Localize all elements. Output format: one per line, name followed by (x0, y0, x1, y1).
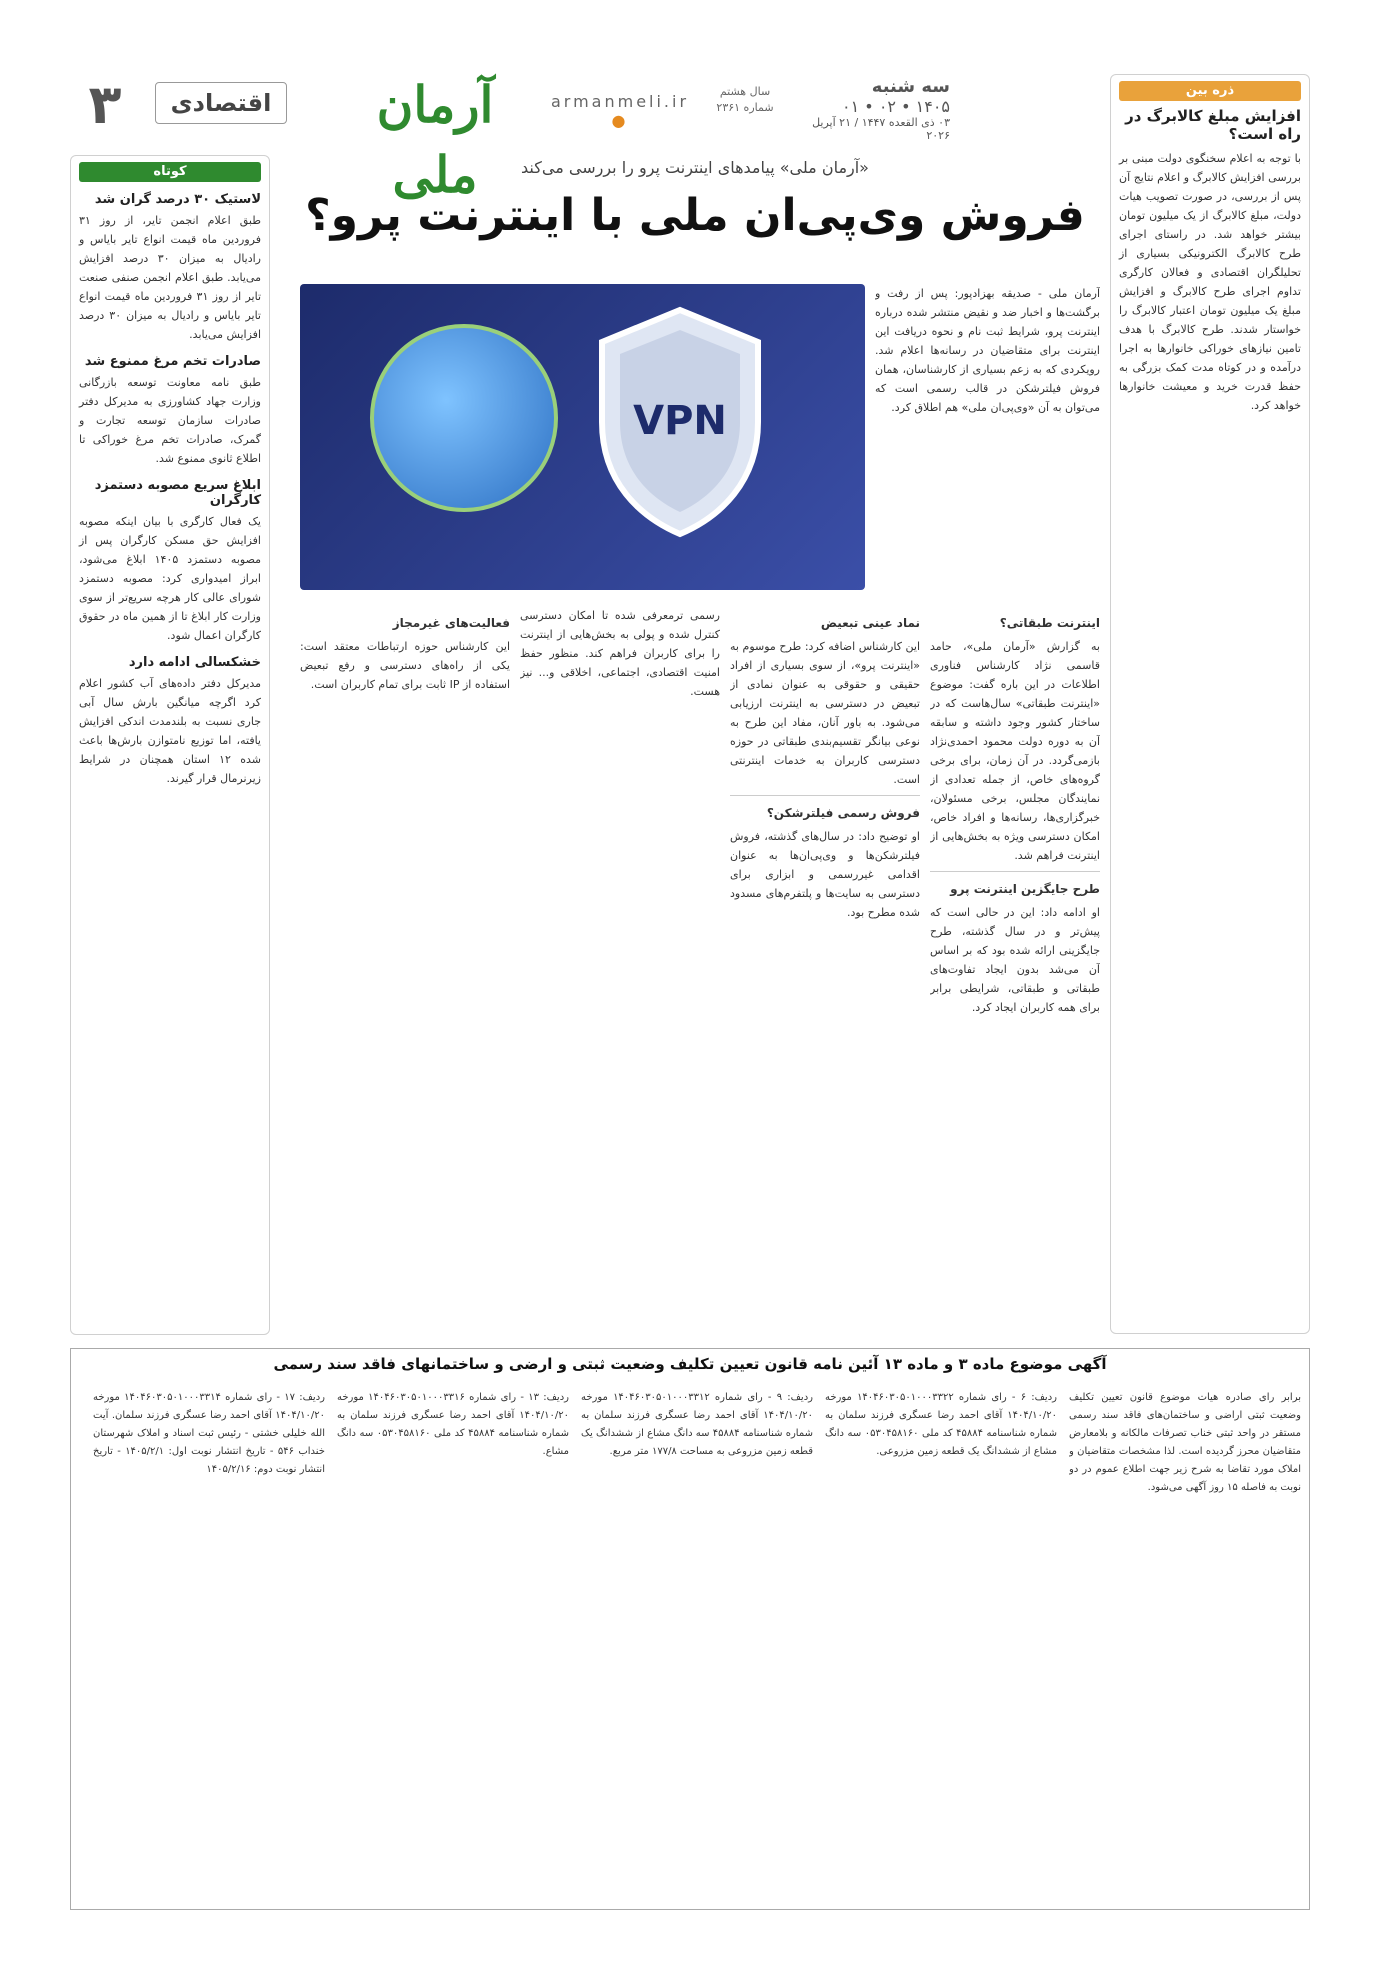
section-body: او توضیح داد: در سال‌های گذشته، فروش فیلترشکن‌ها و وی‌پی‌ان‌ها به عنوان اقدامی غیررسمی و ابزاری برای دسترسی به سایت‌ها و پلتفرم‌های مسدود شده مطرح بود. (730, 830, 920, 919)
dot-icon: ● (611, 111, 629, 130)
article-headline: فروش وی‌پی‌ان ملی با اینترنت پرو؟ (305, 190, 1085, 241)
article-lead (875, 284, 1100, 584)
article-column-4 (300, 606, 510, 1336)
section-title: اینترنت طبقاتی؟ (999, 616, 1100, 630)
vpn-shield-icon (590, 302, 770, 542)
article-column-3 (520, 606, 720, 1336)
article-kicker: «آرمان ملی» پیامدهای اینترنت پرو را بررسی می‌کند (521, 158, 869, 177)
date-shamsi: ۱۴۰۵ • ۰۲ • ۰۱ (842, 97, 950, 116)
left-sidebar (70, 155, 270, 1335)
site-text: armanmeli.ir (550, 92, 690, 111)
section-body: به گزارش «آرمان ملی»، حامد قاسمی نژاد کارشناس فناوری اطلاعات در این باره گفت: موضوع «اینترنت طبقاتی» سال‌هاست که در ساختار کشور وجود داشته و سابقه آن به دوره دولت محمود احمدی‌نژاد بازمی‌گردد. در آن زمان، برای برخی گروه‌های خاص، از جمله تعدادی از نمایندگان مجلس، برخی مسئولان، خبرگزاری‌ها، رسانه‌ها و افراد خاص، امکان دسترسی ویژه به بخش‌هایی از اینترنت فراهم شد. (930, 640, 1100, 862)
article-column-1 (930, 606, 1100, 1336)
brief-body: یک فعال کارگری با بیان اینکه مصوبه افزایش حق مسکن کارگران پس از مصوبه دستمزد ۱۴۰۵ ابلاغ می‌شود، ابراز امیدواری کرد: مصوبه دستمزد شورای عالی کار هرچه سریع‌تر از سوی وزارت کار ابلاغ تا از همین ماه در حقوق کارگران اعمال شود. (79, 515, 261, 642)
site-url[interactable] (540, 92, 700, 130)
ad-column: ردیف: ۱۷ - رای شماره ۱۴۰۴۶۰۳۰۵۰۱۰۰۰۳۳۱۴ مورخه ۱۴۰۴/۱۰/۲۰ آقای احمد رضا عسگری فرزند سلمان. آیت الله خلیلی خشتی - رئیس ثبت اسناد و املاک شهرستان خنداب ۵۴۶ - تاریخ انتشار نوبت اول: ۱۴۰۵/۲/۱ - تاریخ انتشار نوبت دوم: ۱۴۰۵/۲/۱۶ (93, 1392, 325, 1475)
brief-title: خشکسالی ادامه دارد (128, 655, 261, 670)
ad-column: ردیف: ۱۳ - رای شماره ۱۴۰۴۶۰۳۰۵۰۱۰۰۰۳۳۱۶ مورخه ۱۴۰۴/۱۰/۲۰ آقای احمد رضا عسگری فرزند سلمان به شماره شناسنامه ۴۵۸۸۴ کد ملی ۰۵۳۰۴۵۸۱۶۰ سه دانگ مشاع. (337, 1392, 569, 1457)
vpn-label: VPN (633, 398, 727, 444)
closing-text: رسمی ترمعرفی شده تا امکان دسترسی کنترل شده و پولی به بخش‌هایی از اینترنت را برای کاربران فراهم کند. منظور حفظ امنیت اقتصادی، اجتماعی، اخلاقی و... نیز هست. (520, 609, 720, 698)
section-body: این کارشناس حوزه ارتباطات معتقد است: یکی از راه‌های دسترسی و رفع تبعیض استفاده از IP ثابت برای تمام کاربران است. (300, 640, 510, 691)
section-title: نماد عینی تبعیض (820, 616, 920, 630)
ad-column: ردیف: ۶ - رای شماره ۱۴۰۴۶۰۳۰۵۰۱۰۰۰۳۳۲۲ مورخه ۱۴۰۴/۱۰/۲۰ آقای احمد رضا عسگری فرزند سلمان به شماره شناسنامه ۴۵۸۸۴ کد ملی ۰۵۳۰۴۵۸۱۶۰ سه دانگ مشاع از ششدانگ یک قطعه زمین مزروعی. (825, 1392, 1057, 1457)
brief-title: ابلاغ سریع مصوبه دستمزد کارگران (94, 478, 261, 508)
ad-title: آگهی موضوع ماده ۳ و ماده ۱۳ آئین نامه قانون تعیین تکلیف وضعیت ثبتی و ارضی و ساختمانهای فاقد سند رسمی (273, 1355, 1107, 1373)
sidebar-body: با توجه به اعلام سخنگوی دولت مبنی بر بررسی افزایش کالابرگ و اعلام نتایج آن پس از بررسی، در صورت تصویب هیات دولت، مبلغ کالابرگ از یک میلیون تومان بیشتر خواهد شد. در راستای اجرای طرح کالابرگ الکترونیکی بسیاری از تحلیلگران اقتصادی و فعالان کارگری تداوم اجرای طرح کالابرگ و افزایش مبلغ یک میلیون تومان اعتبار کالابرگ را خواستار شدند. طرح کالابرگ با هدف تامین نیازهای خوراکی خانوارها به اجرا درآمده و در کوتاه مدت کمک بزرگی به حفظ قدرت خرید و معیشت خانوارها خواهد کرد. (1119, 152, 1301, 412)
ad-column: برابر رای صادره هیات موضوع قانون تعیین تکلیف وضعیت ثبتی اراضی و ساختمان‌های فاقد سند رسمی مستقر در واحد ثبتی خناب تصرفات مالکانه و بلامعارض متقاضیان محرز گردیده است. لذا مشخصات متقاضیان و املاک مورد تقاضا به شرح زیر جهت اطلاع عموم در دو نوبت به فاصله ۱۵ روز آگهی می‌شود. (1069, 1392, 1301, 1493)
brief-body: طبق اعلام انجمن تایر، از روز ۳۱ فروردین ماه قیمت انواع تایر باياس و رادیال به میزان ۳۰ درصد افزایش می‌یابد. طبق اعلام انجمن صنفی صنعت تایر از روز ۳۱ فروردین ماه قیمت انواع تایر باياس و رادیال به میزان ۳۰ درصد افزایش می‌یابد. (79, 214, 262, 341)
brief-title: لاستیک ۳۰ درصد گران شد (94, 192, 261, 207)
brief-body: طبق نامه معاونت توسعه بازرگانی وزارت جهاد کشاورزی به مدیرکل دفتر صادرات سازمان توسعه تجارت و گمرک، صادرات تخم مرغ خوراکی تا اطلاع ثانوی ممنوع شد. (79, 376, 261, 465)
section-body: او ادامه داد: این در حالی است که پیش‌تر و در سال گذشته، طرح جایگزینی ارائه شده بود که بر اساس آن می‌شد بدون ایجاد تفاوت‌های طبقاتی و طبقاتی، شرایطی برابر برای همه کاربران ایجاد کرد. (930, 906, 1100, 1014)
sidebar-tag: ذره بین (1119, 81, 1301, 101)
briefs-tag: کوتاه (79, 162, 261, 182)
section-label: اقتصادی (155, 82, 287, 124)
ad-column: ردیف: ۹ - رای شماره ۱۴۰۴۶۰۳۰۵۰۱۰۰۰۳۳۱۲ مورخه ۱۴۰۴/۱۰/۲۰ آقای احمد رضا عسگری فرزند سلمان به شماره شناسنامه ۴۵۸۸۴ سه دانگ مشاع از ششدانگ یک قطعه زمین مزروعی به مساحت ۱۷۷/۸ متر مربع. (581, 1392, 813, 1457)
section-body: این کارشناس اضافه کرد: طرح موسوم به «اینترنت پرو»، از سوی بسیاری از افراد حقیقی و حقوقی به عنوان نمادی از تبعیض در دسترسی به اینترنت ارزیابی می‌شود. به باور آنان، مفاد این طرح به نوعی بیانگر تقسیم‌بندی طبقاتی در حوزه دسترسی کاربران به خدمات اینترنتی است. (730, 640, 920, 786)
article-column-2 (730, 606, 920, 1336)
date-other: ۰۳ ذی القعده ۱۴۴۷ / ۲۱ آپریل ۲۰۲۶ (812, 116, 950, 142)
page-number: ۳ (88, 73, 122, 136)
issue-number: شماره ۲۳۶۱ (716, 101, 774, 114)
right-sidebar (1110, 74, 1310, 1334)
issue-year: سال هشتم (719, 85, 771, 98)
section-title: فروش رسمی فیلترشکن؟ (766, 806, 920, 820)
sidebar-title: افزایش مبلغ کالابرگ در راه است؟ (1125, 107, 1301, 143)
brief-body: مدیرکل دفتر داده‌های آب کشور اعلام کرد اگرچه میانگین بارش سال آبی جاری نسبت به بلندمدت اندکی افزایش یافته، اما توزیع نامتوازن بارش‌ها باعث شده ۱۲ استان همچنان در شرایط زیرنرمال قرار گیرند. (79, 677, 261, 785)
globe-icon (370, 324, 558, 512)
weekday: سه شنبه (871, 76, 950, 97)
issue-info (710, 84, 780, 116)
brief-title: صادرات تخم مرغ ممنوع شد (84, 354, 261, 369)
date-block (790, 76, 950, 142)
newspaper-logo: آرمان ملی (376, 75, 494, 204)
legal-advertisement (70, 1348, 1310, 1910)
hero-image (300, 284, 865, 590)
section-title: طرح جایگزین اینترنت پرو (950, 882, 1100, 896)
section-title: فعالیت‌های غیرمجاز (392, 616, 510, 630)
lead-text: آرمان ملی - صدیقه بهزادپور: پس از رفت و برگشت‌ها و اخبار ضد و نقیض منتشر شده درباره اینترنت پرو، شرایط ثبت نام و نحوه دریافت این اینترنت برای متقاضیان در رسانه‌ها اعلام شد. رویکردی که به زعم بسیاری از کارشناسان، همان فروش فیلترشکن در قالب رسمی است که می‌توان به آن «وی‌پی‌ان ملی» هم اطلاق کرد. (875, 287, 1100, 414)
